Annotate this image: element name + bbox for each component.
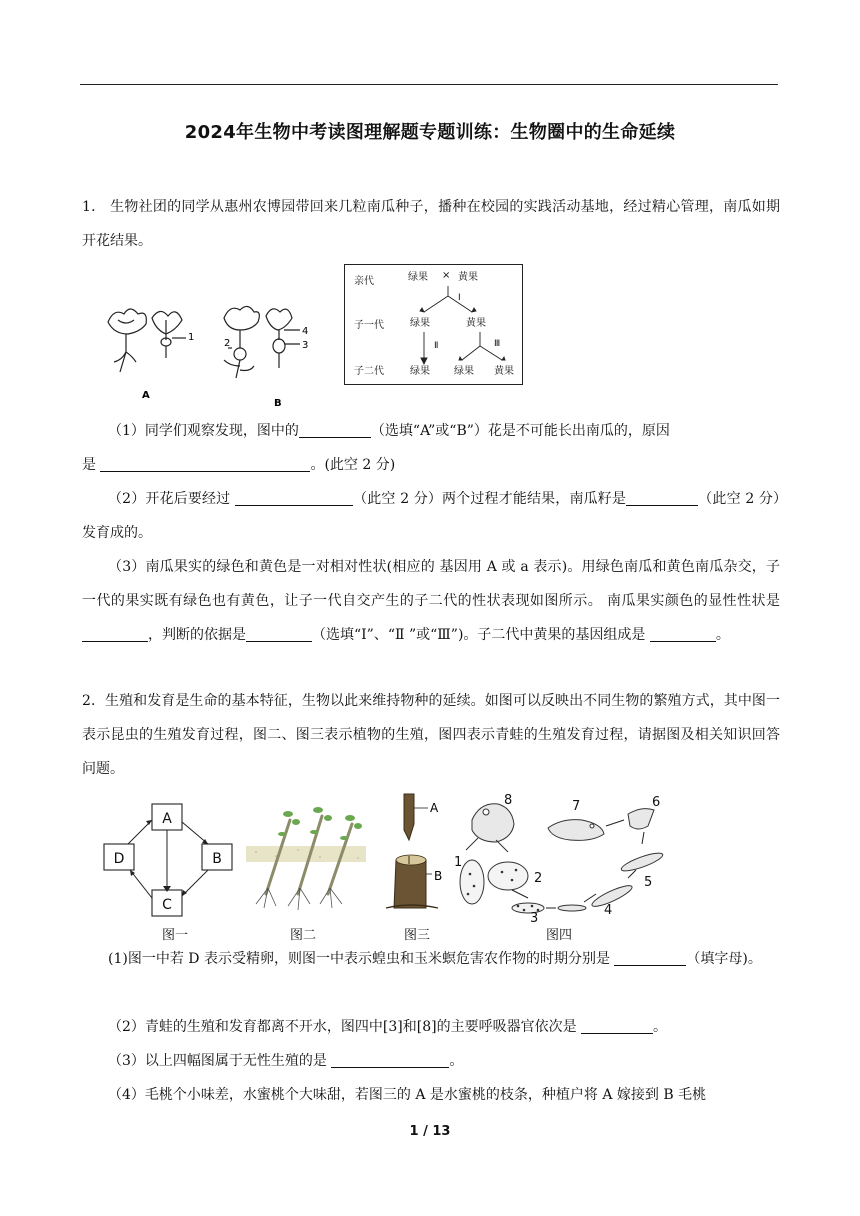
q2-p2-blank[interactable] bbox=[581, 1017, 653, 1034]
fig1-label-D: D bbox=[113, 851, 125, 867]
q2-p3-text-b: 。 bbox=[449, 1053, 464, 1069]
cross-f1-yellow: 黄果 bbox=[466, 318, 486, 329]
q1-p3-text-a: （3）南瓜果实的绿色和黄色是一对相对性状(相应的 基因用 A 或 a 表示)。用绿色南瓜和黄色南瓜杂交，子一代的果实既有绿色也有黄色，让子一代自交产生的子二代的性状表现如图所示。 南瓜果实颜色的显性性状是 bbox=[82, 559, 780, 609]
cross-parent-green: 绿果 bbox=[408, 272, 428, 283]
cross-diagram bbox=[344, 264, 524, 386]
fig-label-2: 图二 bbox=[290, 928, 317, 943]
fig4-num-1: 1 bbox=[454, 855, 463, 870]
fig1-label-A: A bbox=[162, 811, 172, 827]
fig4-num-4: 4 bbox=[604, 903, 613, 918]
fig4-num-7: 7 bbox=[572, 799, 581, 814]
fig1-label-C: C bbox=[162, 897, 172, 913]
cross-f2-yellow: 黄果 bbox=[494, 366, 514, 377]
q2-part4: （4）毛桃个小味差，水蜜桃个大味甜，若图三的 A 是水蜜桃的枝条，种植户将 A 嫁接到 B 毛桃 bbox=[108, 1087, 707, 1103]
flower-label-A: A bbox=[142, 390, 150, 401]
q1-p3-blank-2[interactable] bbox=[246, 625, 312, 642]
q1-p1-text-c: 是 bbox=[82, 457, 101, 473]
q2-p1-blank[interactable] bbox=[614, 949, 686, 966]
q2-part1 bbox=[82, 942, 780, 976]
fig4-num-8: 8 bbox=[504, 793, 513, 808]
q2-p2-text-a: （2）青蛙的生殖和发育都离不开水，图四中[3]和[8]的主要呼吸器官依次是 bbox=[108, 1019, 582, 1035]
q1-p2-blank-1[interactable] bbox=[235, 489, 353, 506]
fig3-label-A: A bbox=[430, 801, 439, 815]
q1-p1-blank-2[interactable] bbox=[100, 455, 310, 472]
flower-label-3: 3 bbox=[302, 340, 309, 351]
fig3-label-B: B bbox=[434, 869, 443, 883]
flower-label-4: 4 bbox=[302, 326, 309, 337]
cross-step-II: Ⅱ bbox=[434, 341, 439, 351]
page-number: 1 / 13 bbox=[409, 1124, 451, 1139]
q1-p2-blank-2[interactable] bbox=[626, 489, 698, 506]
flower-label-1: 1 bbox=[188, 332, 195, 343]
fig-label-4: 图四 bbox=[546, 928, 573, 943]
q1-stem: 1． 生物社团的同学从惠州农博园带回来几粒南瓜种子，播种在校园的实践活动基地，经过精心管理，南瓜如期开花结果。 bbox=[82, 199, 780, 249]
fig4-frog-cycle bbox=[452, 790, 670, 922]
fig-label-3: 图三 bbox=[404, 928, 431, 943]
q1-part1-cont bbox=[82, 448, 780, 482]
q1-part1 bbox=[82, 414, 780, 448]
q1-part2 bbox=[82, 482, 780, 550]
fig4-num-6: 6 bbox=[652, 795, 661, 810]
cross-times: × bbox=[442, 270, 451, 281]
q2-part2 bbox=[82, 1010, 780, 1044]
header-rule bbox=[80, 84, 778, 85]
q1-p3-text-b: ，判断的依据是 bbox=[148, 627, 246, 643]
q1-p2-text-b: （此空 2 分）两个过程才能结果，南瓜籽是 bbox=[352, 491, 627, 507]
cross-f1-green: 绿果 bbox=[410, 318, 430, 329]
q1-p1-text-a: （1）同学们观察发现，图中的 bbox=[108, 423, 299, 439]
q1-p3-text-d: 。 bbox=[715, 627, 730, 643]
cross-f2-green-2: 绿果 bbox=[454, 366, 474, 377]
q2-p3-blank[interactable] bbox=[331, 1051, 449, 1068]
cross-step-III: Ⅲ bbox=[494, 339, 501, 349]
q1-p3-blank-3[interactable] bbox=[650, 625, 716, 642]
q1-p2-text-a: （2）开花后要经过 bbox=[108, 491, 235, 507]
fig1-label-B: B bbox=[212, 851, 222, 867]
cross-parent-yellow: 黄果 bbox=[458, 272, 478, 283]
cross-f2-label: 子二代 bbox=[354, 366, 384, 377]
q1-p3-text-c: （选填“Ⅰ”、“Ⅱ ”或“Ⅲ”)。子二代中黄果的基因组成是 bbox=[312, 627, 650, 643]
flower-figure bbox=[96, 300, 326, 412]
fig4-num-3: 3 bbox=[530, 911, 539, 922]
q2-p1-text-b: （填字母)。 bbox=[686, 951, 762, 967]
q1-p2-text-c: （此空 2 分）发育成的。 bbox=[82, 491, 781, 541]
cross-parent-label: 亲代 bbox=[354, 276, 374, 287]
cross-f2-green-1: 绿果 bbox=[410, 366, 430, 377]
cross-f1-label: 子一代 bbox=[354, 320, 384, 331]
q1-p1-blank-1[interactable] bbox=[299, 421, 371, 438]
fig4-num-2: 2 bbox=[534, 871, 543, 886]
q1-p1-text-b: （选填“A”或“B”）花是不可能长出南瓜的，原因 bbox=[370, 423, 670, 439]
flower-label-B: B bbox=[274, 398, 282, 409]
q2-p2-text-b: 。 bbox=[653, 1019, 668, 1035]
q2-p1-text-a: (1)图一中若 D 表示受精卵，则图一中表示蝗虫和玉米螟危害农作物的时期分别是 bbox=[108, 951, 615, 967]
q2-part3 bbox=[82, 1044, 780, 1078]
q2-p3-text-a: （3）以上四幅图属于无性生殖的是 bbox=[108, 1053, 332, 1069]
q1-part3 bbox=[82, 550, 780, 652]
fig3-grafting bbox=[376, 790, 450, 914]
fig-label-1: 图一 bbox=[162, 928, 189, 943]
fig2-cuttings bbox=[246, 800, 366, 914]
q2-stem: 2．生殖和发育是生命的基本特征，生物以此来维持物种的延续。如图可以反映出不同生物的繁殖方式，其中图一表示昆虫的生殖发育过程，图二、图三表示植物的生殖，图四表示青蛙的生殖发育过程，请据图及相关知识回答问题。 bbox=[82, 693, 780, 777]
flower-label-2: 2 bbox=[224, 338, 231, 349]
page-title: 2024年生物中考读图理解题专题训练：生物圈中的生命延续 bbox=[184, 122, 676, 143]
fig1-cycle bbox=[100, 800, 236, 920]
fig4-num-5: 5 bbox=[644, 875, 653, 890]
cross-step-I: Ⅰ bbox=[458, 293, 461, 303]
q1-p1-text-d: 。(此空 2 分) bbox=[310, 457, 396, 473]
q1-p3-blank-1[interactable] bbox=[82, 625, 148, 642]
